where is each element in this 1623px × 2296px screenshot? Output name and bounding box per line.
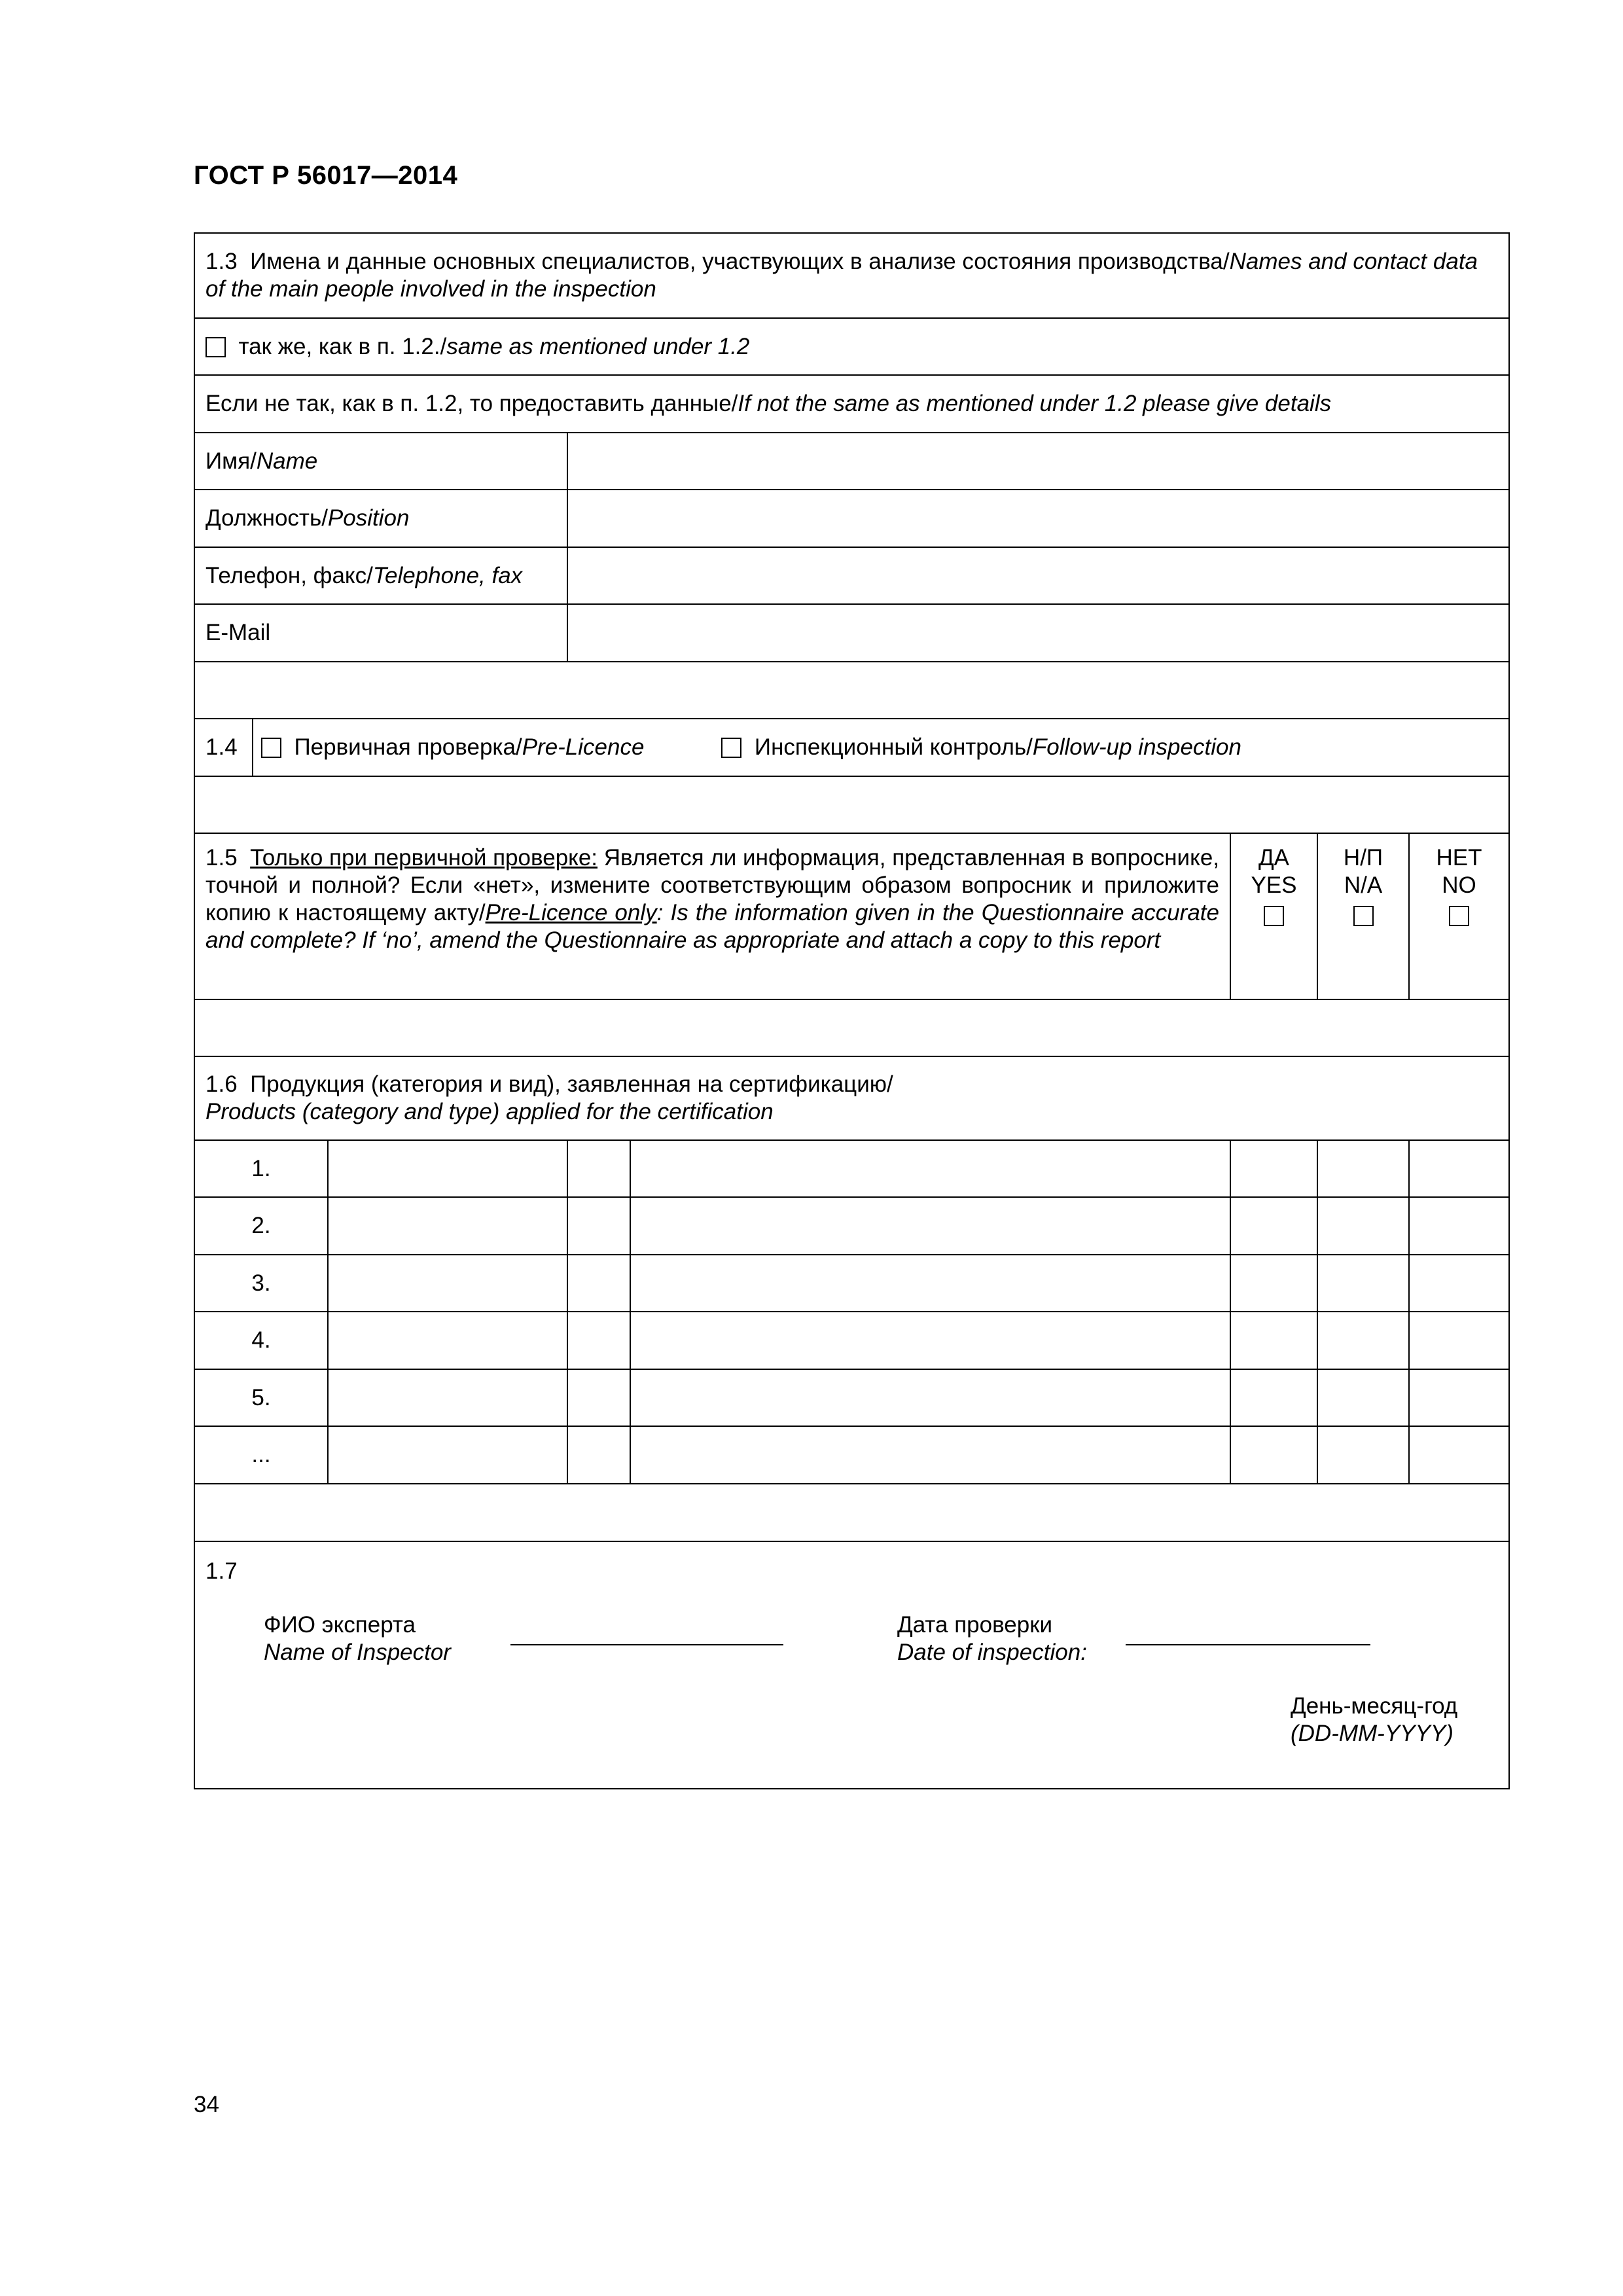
section-1-4-number: 1.4 <box>194 719 253 776</box>
section-1-5-row <box>194 833 1509 999</box>
blank-cell <box>194 662 1509 719</box>
yes-column: ДА YES <box>1230 833 1317 999</box>
pre-licence-label-en: Pre-Licence <box>522 734 645 760</box>
product-row <box>194 1369 1509 1426</box>
blank-cell <box>194 776 1509 833</box>
pre-licence-checkbox[interactable] <box>261 738 281 758</box>
product-cell[interactable] <box>328 1369 567 1426</box>
inspection-date-label: Дата проверки Date of inspection: <box>897 1612 1087 1665</box>
telephone-field[interactable] <box>567 547 1509 604</box>
name-row <box>194 433 1509 490</box>
email-field[interactable] <box>567 604 1509 662</box>
follow-up-label-en: Follow-up inspection <box>1032 734 1241 760</box>
product-cell[interactable] <box>1317 1312 1409 1369</box>
product-cell[interactable] <box>630 1197 1230 1255</box>
product-row <box>194 1140 1509 1197</box>
same-as-1-2-row <box>194 318 1509 375</box>
product-row-number: 5. <box>194 1369 328 1426</box>
product-row-number: 4. <box>194 1312 328 1369</box>
product-cell[interactable] <box>1317 1197 1409 1255</box>
same-label-en: same as mentioned under 1.2 <box>446 333 750 359</box>
follow-up-label-ru: Инспекционный контроль/ <box>754 734 1033 760</box>
product-cell[interactable] <box>1230 1426 1317 1484</box>
product-cell[interactable] <box>1230 1369 1317 1426</box>
section-1-4-row <box>194 719 1509 776</box>
product-cell[interactable] <box>1409 1197 1509 1255</box>
date-format-hint: День-месяц-год (DD-MM-YYYY) <box>1291 1693 1458 1746</box>
section-1-3-header-row <box>194 233 1509 318</box>
position-row <box>194 490 1509 547</box>
if-not-label-en: If not the same as mentioned under 1.2 please give details <box>738 391 1332 416</box>
section-1-6-title: 1.6 Продукция (категория и вид), заявленная на сертификацию/ Products (category and type) applied for the certification <box>194 1056 1509 1140</box>
inspection-date-line[interactable] <box>1126 1611 1370 1645</box>
product-row <box>194 1312 1509 1369</box>
section-title-en: Names and contact data of the main people involved in the inspection <box>205 249 1478 302</box>
product-cell[interactable] <box>630 1312 1230 1369</box>
product-cell[interactable] <box>1230 1255 1317 1312</box>
inspection-form-table <box>194 232 1510 1789</box>
section-1-7-signature-block <box>194 1541 1509 1789</box>
position-field[interactable] <box>567 490 1509 547</box>
section-1-6-header-row <box>194 1056 1509 1140</box>
product-cell[interactable] <box>567 1255 630 1312</box>
product-cell[interactable] <box>1409 1140 1509 1197</box>
product-cell[interactable] <box>1409 1426 1509 1484</box>
product-row-number: 1. <box>194 1140 328 1197</box>
if-not-same-row <box>194 375 1509 433</box>
product-row <box>194 1255 1509 1312</box>
pre-licence-label-ru: Первичная проверка/ <box>294 734 522 760</box>
position-label: Должность/Position <box>194 490 567 547</box>
product-cell[interactable] <box>328 1140 567 1197</box>
product-cell[interactable] <box>567 1426 630 1484</box>
na-column: Н/П N/A <box>1317 833 1409 999</box>
product-cell[interactable] <box>567 1369 630 1426</box>
blank-cell <box>194 999 1509 1056</box>
section-title-ru: Имена и данные основных специалистов, участвующих в анализе состояния производства/ <box>250 249 1230 274</box>
product-cell[interactable] <box>328 1426 567 1484</box>
product-cell[interactable] <box>1317 1426 1409 1484</box>
section-number: 1.3 <box>205 249 238 274</box>
blank-row <box>194 1484 1509 1541</box>
product-cell[interactable] <box>1317 1255 1409 1312</box>
email-label: E-Mail <box>194 604 567 662</box>
blank-row <box>194 776 1509 833</box>
blank-row <box>194 999 1509 1056</box>
same-label-ru: так же, как в п. 1.2./ <box>238 333 447 359</box>
product-row-number: 2. <box>194 1197 328 1255</box>
blank-cell <box>194 1484 1509 1541</box>
na-checkbox[interactable] <box>1353 906 1374 926</box>
blank-row <box>194 662 1509 719</box>
product-cell[interactable] <box>1317 1369 1409 1426</box>
section-1-7-row <box>194 1541 1509 1789</box>
product-cell[interactable] <box>1230 1140 1317 1197</box>
pre-licence-only-en: Pre-Licence only <box>485 900 657 925</box>
inspector-label: ФИО эксперта Name of Inspector <box>264 1612 451 1665</box>
no-checkbox[interactable] <box>1449 906 1469 926</box>
product-cell[interactable] <box>567 1197 630 1255</box>
page-number: 34 <box>194 2092 219 2117</box>
yes-checkbox[interactable] <box>1264 906 1284 926</box>
section-1-7-number: 1.7 <box>205 1558 238 1584</box>
product-cell[interactable] <box>630 1369 1230 1426</box>
product-row-number: 3. <box>194 1255 328 1312</box>
product-row <box>194 1197 1509 1255</box>
product-cell[interactable] <box>1409 1255 1509 1312</box>
product-cell[interactable] <box>328 1255 567 1312</box>
product-cell[interactable] <box>1409 1312 1509 1369</box>
telephone-row <box>194 547 1509 604</box>
section-1-5-question: 1.5 Только при первичной проверке: Является ли информация, представленная в вопроснике, точной и полной? Если «нет», измените соответствующим образом вопросник и приложите копию к настоящему акту/Pre-Licence only: Is the information given in the Questionnaire accurate and complete? If ‘no’, amend the Questionnaire as appropriate and attach a copy to this report <box>194 833 1230 999</box>
follow-up-checkbox[interactable] <box>721 738 741 758</box>
product-cell[interactable] <box>1409 1369 1509 1426</box>
email-row <box>194 604 1509 662</box>
pre-licence-only-ru: Только при первичной проверке: <box>250 845 598 870</box>
product-cell[interactable] <box>1317 1140 1409 1197</box>
product-cell[interactable] <box>328 1312 567 1369</box>
product-cell[interactable] <box>328 1197 567 1255</box>
product-row <box>194 1426 1509 1484</box>
telephone-label: Телефон, факс/Telephone, fax <box>194 547 567 604</box>
section-1-3-title <box>194 233 1509 318</box>
same-as-1-2-checkbox[interactable] <box>205 337 226 357</box>
name-label: Имя/Name <box>194 433 567 490</box>
if-not-label-ru: Если не так, как в п. 1.2, то предоставить данные/ <box>205 391 738 416</box>
document-header: ГОСТ Р 56017—2014 <box>194 161 458 190</box>
product-cell[interactable] <box>630 1140 1230 1197</box>
name-field[interactable] <box>567 433 1509 490</box>
product-cell[interactable] <box>630 1426 1230 1484</box>
product-cell[interactable] <box>567 1140 630 1197</box>
product-row-number: ... <box>194 1426 328 1484</box>
product-cell[interactable] <box>567 1312 630 1369</box>
product-cell[interactable] <box>1230 1312 1317 1369</box>
product-cell[interactable] <box>1230 1197 1317 1255</box>
inspector-signature-line[interactable] <box>510 1611 783 1645</box>
product-cell[interactable] <box>630 1255 1230 1312</box>
no-column: НЕТ NO <box>1409 833 1509 999</box>
